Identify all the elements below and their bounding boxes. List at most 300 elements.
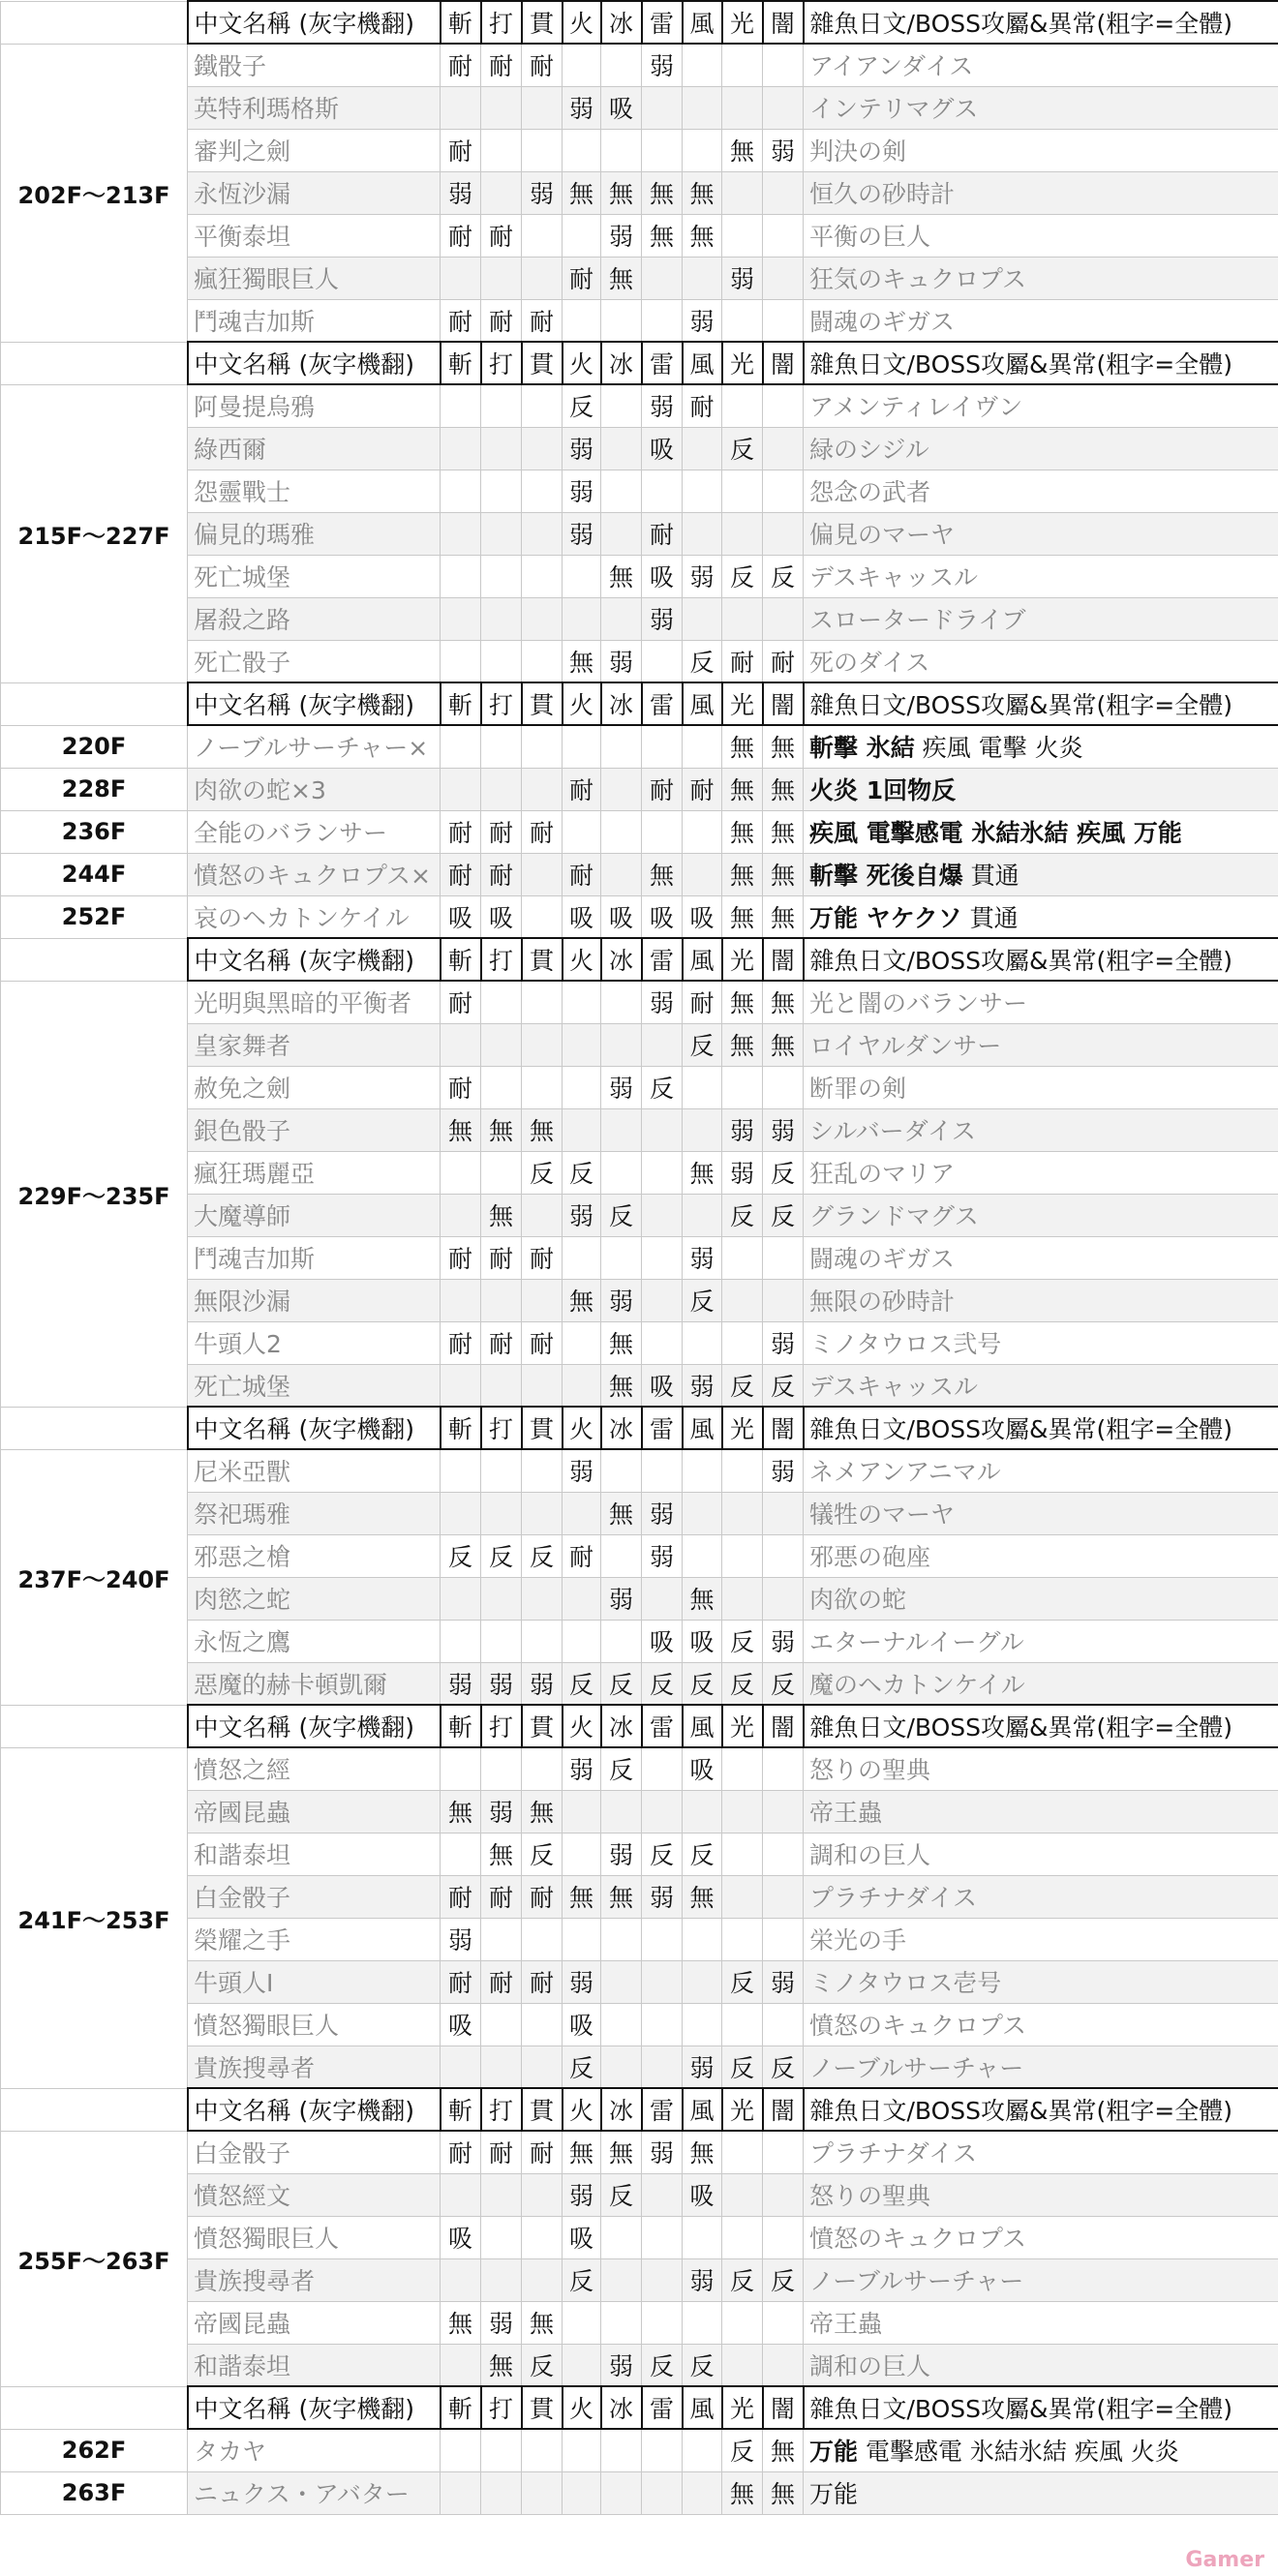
resistance-cell <box>441 597 481 640</box>
resistance-cell: 無 <box>763 981 804 1023</box>
resistance-cell <box>522 2471 563 2514</box>
resistance-cell: 弱 <box>601 1279 642 1321</box>
header-element-cell: 貫 <box>522 342 563 384</box>
boss-attack-info <box>804 768 1278 810</box>
resistance-cell: 耐 <box>441 1066 481 1108</box>
resistance-cell: 無 <box>441 1790 481 1833</box>
boss-floor-cell: 252F <box>1 895 188 938</box>
resistance-cell <box>683 2003 722 2046</box>
resistance-cell <box>683 257 722 299</box>
resistance-cell <box>722 1833 763 1875</box>
resistance-cell <box>481 1364 522 1407</box>
enemy-row <box>1 2173 1278 2216</box>
header-element-cell: 貫 <box>522 938 563 981</box>
resistance-cell <box>763 2173 804 2216</box>
resistance-cell: 無 <box>601 2131 642 2173</box>
resistance-cell <box>763 44 804 86</box>
header-element-cell: 光 <box>722 1407 763 1449</box>
boss-attack-all-target: 火炎 1回物反 <box>809 776 957 804</box>
resistance-cell <box>601 768 642 810</box>
resistance-cell: 耐 <box>522 1321 563 1364</box>
header-element-cell: 火 <box>563 1705 601 1747</box>
enemy-row <box>1 2131 1278 2173</box>
boss-row <box>1 768 1278 810</box>
resistance-cell <box>642 810 683 853</box>
boss-attack-single-target: 万能 <box>809 2480 859 2508</box>
header-element-cell: 斬 <box>441 2088 481 2131</box>
enemy-jp-name: 死のダイス <box>804 640 1278 682</box>
resistance-cell <box>601 427 642 470</box>
resistance-cell: 吸 <box>683 1747 722 1790</box>
resistance-cell <box>481 1918 522 1960</box>
resistance-cell <box>522 2046 563 2088</box>
resistance-cell: 反 <box>722 1960 763 2003</box>
resistance-cell: 無 <box>522 2301 563 2344</box>
boss-row <box>1 2429 1278 2471</box>
resistance-cell <box>722 2344 763 2386</box>
resistance-cell <box>563 1918 601 1960</box>
header-element-cell: 冰 <box>601 342 642 384</box>
resistance-cell <box>642 1577 683 1620</box>
resistance-cell: 耐 <box>441 129 481 171</box>
resistance-cell <box>522 640 563 682</box>
resistance-cell <box>481 1066 522 1108</box>
resistance-cell: 反 <box>683 640 722 682</box>
boss-attack-single-target: 電擊感電 氷結氷結 疾風 火炎 <box>865 2438 1179 2467</box>
resistance-cell: 耐 <box>441 1960 481 2003</box>
header-element-cell: 斬 <box>441 1407 481 1449</box>
enemy-row <box>1 1364 1278 1407</box>
resistance-cell: 吸 <box>441 2003 481 2046</box>
header-element-cell: 斬 <box>441 1705 481 1747</box>
floor-range-cell: 241F～253F <box>1 1747 188 2088</box>
resistance-cell: 無 <box>563 1279 601 1321</box>
enemy-row <box>1 214 1278 257</box>
header-element-cell: 斬 <box>441 342 481 384</box>
header-element-cell: 冰 <box>601 1705 642 1747</box>
resistance-cell: 耐 <box>441 810 481 853</box>
resistance-cell: 弱 <box>481 1790 522 1833</box>
resistance-cell: 反 <box>722 1620 763 1662</box>
resistance-cell: 耐 <box>563 1534 601 1577</box>
enemy-row <box>1 981 1278 1023</box>
floor-range-cell: 255F～263F <box>1 2131 188 2386</box>
resistance-cell: 耐 <box>522 1236 563 1279</box>
enemy-name: 憤怒經文 <box>188 2173 441 2216</box>
resistance-cell: 弱 <box>601 640 642 682</box>
boss-floor-cell: 228F <box>1 768 188 810</box>
resistance-cell: 反 <box>722 555 763 597</box>
table-header-row <box>1 2088 1278 2131</box>
resistance-cell <box>683 1449 722 1492</box>
resistance-cell <box>522 129 563 171</box>
boss-attack-info <box>804 725 1278 768</box>
resistance-cell: 耐 <box>522 1960 563 2003</box>
resistance-cell: 無 <box>763 2471 804 2514</box>
header-element-cell: 風 <box>683 1407 722 1449</box>
resistance-cell <box>722 1534 763 1577</box>
enemy-jp-name: 判決の剣 <box>804 129 1278 171</box>
resistance-cell <box>642 2216 683 2258</box>
resistance-cell: 弱 <box>481 1662 522 1705</box>
header-element-cell: 貫 <box>522 1705 563 1747</box>
header-element-cell: 光 <box>722 1705 763 1747</box>
enemy-name: 審判之劍 <box>188 129 441 171</box>
resistance-cell <box>481 512 522 555</box>
enemy-jp-name: アイアンダイス <box>804 44 1278 86</box>
resistance-cell <box>563 1790 601 1833</box>
enemy-name: 銀色骰子 <box>188 1108 441 1151</box>
header-element-cell: 貫 <box>522 1407 563 1449</box>
resistance-cell: 無 <box>763 895 804 938</box>
enemy-row <box>1 640 1278 682</box>
resistance-cell: 耐 <box>481 1875 522 1918</box>
resistance-cell <box>481 555 522 597</box>
resistance-cell <box>683 129 722 171</box>
header-floor-cell <box>1 1705 188 1747</box>
resistance-cell <box>441 2471 481 2514</box>
resistance-cell <box>563 1108 601 1151</box>
header-element-cell: 火 <box>563 1407 601 1449</box>
resistance-cell <box>722 299 763 342</box>
resistance-cell <box>563 44 601 86</box>
resistance-cell: 反 <box>522 1151 563 1194</box>
resistance-cell: 弱 <box>683 2046 722 2088</box>
resistance-cell <box>441 384 481 427</box>
resistance-cell <box>722 171 763 214</box>
resistance-cell: 耐 <box>481 1960 522 2003</box>
resistance-cell: 耐 <box>441 1236 481 1279</box>
resistance-cell <box>563 1321 601 1364</box>
resistance-cell: 無 <box>683 2131 722 2173</box>
enemy-row <box>1 1194 1278 1236</box>
resistance-cell: 無 <box>722 725 763 768</box>
resistance-cell: 耐 <box>481 2131 522 2173</box>
enemy-jp-name: 怒りの聖典 <box>804 2173 1278 2216</box>
boss-attack-info <box>804 810 1278 853</box>
resistance-cell <box>601 2471 642 2514</box>
resistance-cell: 耐 <box>441 2131 481 2173</box>
header-element-cell: 打 <box>481 2386 522 2429</box>
resistance-cell <box>601 810 642 853</box>
resistance-cell: 弱 <box>763 1321 804 1364</box>
enemy-jp-name: プラチナダイス <box>804 1875 1278 1918</box>
resistance-cell <box>522 768 563 810</box>
resistance-cell <box>601 2429 642 2471</box>
resistance-cell <box>722 384 763 427</box>
enemy-row <box>1 257 1278 299</box>
resistance-cell <box>642 129 683 171</box>
resistance-cell <box>763 299 804 342</box>
enemy-name: 怨靈戰士 <box>188 470 441 512</box>
enemy-name: 白金骰子 <box>188 1875 441 1918</box>
resistance-cell <box>481 470 522 512</box>
resistance-cell <box>642 2471 683 2514</box>
resistance-cell <box>683 86 722 129</box>
resistance-cell <box>763 1790 804 1833</box>
resistance-cell <box>763 2344 804 2386</box>
resistance-cell: 反 <box>722 427 763 470</box>
resistance-cell <box>642 2046 683 2088</box>
resistance-cell <box>642 86 683 129</box>
resistance-cell: 反 <box>722 2046 763 2088</box>
resistance-cell: 吸 <box>601 895 642 938</box>
header-element-cell: 火 <box>563 342 601 384</box>
resistance-cell <box>642 1960 683 2003</box>
header-element-cell: 貫 <box>522 682 563 725</box>
resistance-cell <box>763 2131 804 2173</box>
resistance-cell: 無 <box>763 810 804 853</box>
resistance-cell <box>683 1492 722 1534</box>
resistance-cell <box>481 1747 522 1790</box>
resistance-cell <box>563 129 601 171</box>
header-element-cell: 闇 <box>763 2088 804 2131</box>
boss-name: ノーブルサーチャー× <box>188 725 441 768</box>
boss-row <box>1 725 1278 768</box>
resistance-cell: 無 <box>601 171 642 214</box>
resistance-cell <box>601 512 642 555</box>
header-element-cell: 打 <box>481 1407 522 1449</box>
enemy-name: 鬥魂吉加斯 <box>188 299 441 342</box>
resistance-cell: 耐 <box>563 257 601 299</box>
resistance-cell <box>722 44 763 86</box>
resistance-cell <box>441 2173 481 2216</box>
resistance-cell <box>683 1790 722 1833</box>
resistance-cell: 無 <box>441 2301 481 2344</box>
header-name-cell: 中文名稱 (灰字機翻) <box>188 1705 441 1747</box>
resistance-cell <box>642 2301 683 2344</box>
boss-floor-cell: 263F <box>1 2471 188 2514</box>
resistance-cell <box>763 2003 804 2046</box>
resistance-cell <box>642 1918 683 1960</box>
enemy-jp-name: 調和の巨人 <box>804 2344 1278 2386</box>
resistance-cell: 反 <box>563 384 601 427</box>
resistance-cell: 無 <box>683 1875 722 1918</box>
resistance-cell: 弱 <box>563 1747 601 1790</box>
header-element-cell: 光 <box>722 2088 763 2131</box>
resistance-cell <box>481 981 522 1023</box>
boss-attack-all-target: 万能 ヤケクソ <box>809 903 962 932</box>
enemy-name: 和諧泰坦 <box>188 1833 441 1875</box>
enemy-row <box>1 1279 1278 1321</box>
resistance-cell <box>441 768 481 810</box>
resistance-cell <box>522 384 563 427</box>
resistance-cell <box>683 2471 722 2514</box>
watermark: Gamer <box>1185 2548 1264 2572</box>
resistance-cell <box>722 1492 763 1534</box>
resistance-cell: 反 <box>763 2258 804 2301</box>
resistance-cell: 無 <box>763 853 804 895</box>
header-element-cell: 雷 <box>642 342 683 384</box>
resistance-cell <box>763 597 804 640</box>
enemy-jp-name: 無限の砂時計 <box>804 1279 1278 1321</box>
resistance-cell: 弱 <box>683 1236 722 1279</box>
resistance-cell: 弱 <box>601 214 642 257</box>
resistance-cell: 無 <box>563 1875 601 1918</box>
boss-name: タカヤ <box>188 2429 441 2471</box>
enemy-name: 帝國昆蟲 <box>188 2301 441 2344</box>
resistance-cell <box>522 470 563 512</box>
enemy-row <box>1 1066 1278 1108</box>
resistance-cell <box>563 1492 601 1534</box>
header-element-cell: 冰 <box>601 2088 642 2131</box>
resistance-cell <box>563 1620 601 1662</box>
resistance-cell <box>763 427 804 470</box>
resistance-cell <box>481 1492 522 1534</box>
enemy-row <box>1 1492 1278 1534</box>
resistance-cell: 吸 <box>642 1364 683 1407</box>
resistance-cell <box>683 2429 722 2471</box>
enemy-jp-name: 帝王蟲 <box>804 1790 1278 1833</box>
resistance-cell: 反 <box>683 1023 722 1066</box>
resistance-cell <box>683 427 722 470</box>
resistance-cell <box>481 1620 522 1662</box>
resistance-cell <box>563 299 601 342</box>
resistance-cell <box>763 214 804 257</box>
header-element-cell: 打 <box>481 342 522 384</box>
resistance-cell <box>481 2258 522 2301</box>
resistance-cell: 反 <box>563 1151 601 1194</box>
resistance-cell: 吸 <box>642 895 683 938</box>
boss-attack-single-target: 貫通 <box>969 903 1019 932</box>
enemy-row <box>1 1023 1278 1066</box>
resistance-cell <box>722 1918 763 1960</box>
resistance-cell <box>601 2258 642 2301</box>
resistance-cell <box>441 427 481 470</box>
resistance-cell <box>763 470 804 512</box>
resistance-cell <box>481 2429 522 2471</box>
header-jp-cell: 雜魚日文/BOSS攻屬&異常(粗字=全體) <box>804 1 1278 44</box>
resistance-cell: 弱 <box>722 1108 763 1151</box>
table-header-row <box>1 342 1278 384</box>
resistance-cell: 吸 <box>481 895 522 938</box>
resistance-cell <box>683 1108 722 1151</box>
resistance-cell: 耐 <box>563 768 601 810</box>
resistance-cell <box>763 86 804 129</box>
resistance-cell <box>522 1577 563 1620</box>
resistance-cell <box>601 2301 642 2344</box>
resistance-cell <box>683 1321 722 1364</box>
resistance-cell: 耐 <box>481 299 522 342</box>
header-element-cell: 冰 <box>601 2386 642 2429</box>
header-element-cell: 光 <box>722 2386 763 2429</box>
resistance-cell <box>601 1449 642 1492</box>
enemy-row <box>1 1960 1278 2003</box>
resistance-cell: 無 <box>763 768 804 810</box>
boss-row <box>1 2471 1278 2514</box>
resistance-cell: 耐 <box>522 44 563 86</box>
resistance-cell: 弱 <box>563 1960 601 2003</box>
enemy-row <box>1 86 1278 129</box>
resistance-cell <box>601 2046 642 2088</box>
enemy-row <box>1 2301 1278 2344</box>
resistance-cell: 無 <box>563 640 601 682</box>
resistance-cell <box>481 2471 522 2514</box>
resistance-cell: 反 <box>683 2344 722 2386</box>
header-element-cell: 冰 <box>601 682 642 725</box>
resistance-cell <box>601 1960 642 2003</box>
resistance-cell: 無 <box>481 1194 522 1236</box>
resistance-cell <box>522 725 563 768</box>
resistance-cell: 耐 <box>683 384 722 427</box>
enemy-name: 永恆之鷹 <box>188 1620 441 1662</box>
resistance-cell: 耐 <box>441 44 481 86</box>
header-floor-cell <box>1 1 188 44</box>
resistance-cell <box>601 2003 642 2046</box>
resistance-cell <box>522 1918 563 1960</box>
header-floor-cell <box>1 682 188 725</box>
resistance-cell: 無 <box>763 2429 804 2471</box>
resistance-cell <box>481 1023 522 1066</box>
resistance-cell: 反 <box>642 1833 683 1875</box>
resistance-cell: 無 <box>601 1364 642 1407</box>
enemy-row <box>1 1875 1278 1918</box>
resistance-cell <box>642 2429 683 2471</box>
resistance-cell <box>683 2216 722 2258</box>
header-element-cell: 打 <box>481 1705 522 1747</box>
resistance-cell <box>601 1790 642 1833</box>
resistance-cell <box>763 1534 804 1577</box>
resistance-cell: 弱 <box>522 1662 563 1705</box>
enemy-row <box>1 470 1278 512</box>
enemy-name: 瘋狂獨眼巨人 <box>188 257 441 299</box>
resistance-cell: 弱 <box>683 299 722 342</box>
resistance-cell <box>441 86 481 129</box>
resistance-cell: 無 <box>683 1151 722 1194</box>
resistance-cell: 耐 <box>722 640 763 682</box>
resistance-cell <box>522 2429 563 2471</box>
resistance-cell: 無 <box>642 171 683 214</box>
enemy-jp-name: 闘魂のギガス <box>804 1236 1278 1279</box>
resistance-cell: 弱 <box>642 597 683 640</box>
boss-floor-cell: 220F <box>1 725 188 768</box>
resistance-cell <box>722 1066 763 1108</box>
enemy-name: 偏見的瑪雅 <box>188 512 441 555</box>
resistance-cell <box>601 2216 642 2258</box>
resistance-cell: 弱 <box>683 1364 722 1407</box>
floor-range-cell: 237F～240F <box>1 1449 188 1705</box>
resistance-cell: 弱 <box>763 1449 804 1492</box>
resistance-cell: 反 <box>563 1662 601 1705</box>
header-element-cell: 雷 <box>642 1705 683 1747</box>
enemy-name: 皇家舞者 <box>188 1023 441 1066</box>
resistance-cell: 弱 <box>642 2131 683 2173</box>
resistance-cell <box>522 981 563 1023</box>
resistance-cell <box>481 427 522 470</box>
header-name-cell: 中文名稱 (灰字機翻) <box>188 938 441 981</box>
resistance-cell <box>722 1875 763 1918</box>
resistance-cell <box>722 597 763 640</box>
enemy-row <box>1 1449 1278 1492</box>
header-element-cell: 闇 <box>763 1 804 44</box>
header-element-cell: 闇 <box>763 342 804 384</box>
enemy-name: 阿曼提烏鴉 <box>188 384 441 427</box>
boss-name: 憤怒のキュクロプス× <box>188 853 441 895</box>
enemy-row <box>1 1918 1278 1960</box>
header-element-cell: 打 <box>481 682 522 725</box>
enemy-name: 帝國昆蟲 <box>188 1790 441 1833</box>
resistance-cell <box>601 1534 642 1577</box>
resistance-cell <box>722 1449 763 1492</box>
table-header-row <box>1 682 1278 725</box>
resistance-cell <box>683 1918 722 1960</box>
boss-row <box>1 895 1278 938</box>
resistance-cell <box>642 1194 683 1236</box>
resistance-cell <box>722 1279 763 1321</box>
resistance-cell <box>683 1534 722 1577</box>
enemy-name: 死亡城堡 <box>188 555 441 597</box>
resistance-cell <box>722 1321 763 1364</box>
